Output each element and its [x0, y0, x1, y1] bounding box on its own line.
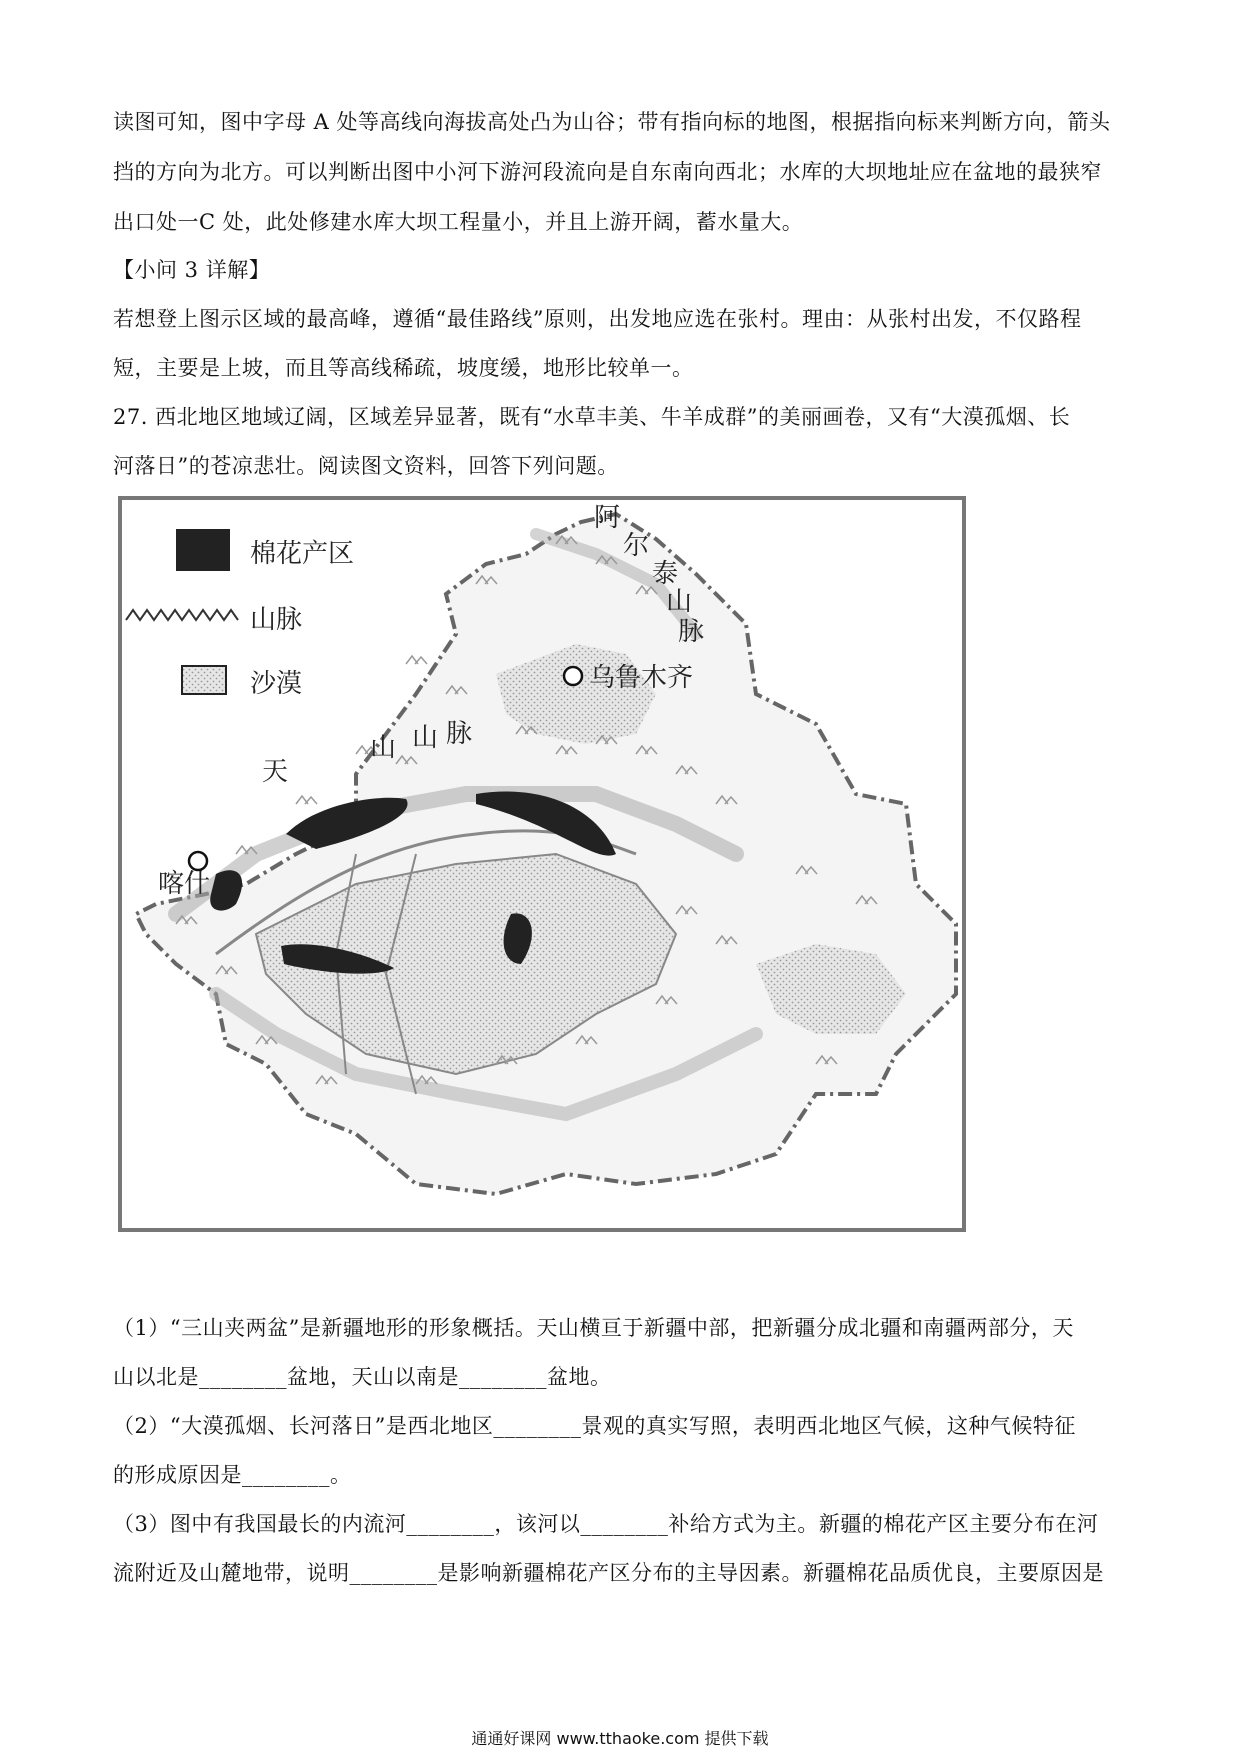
question-2-line-1: （2）“大漠孤烟、长河落日”是西北地区________景观的真实写照，表明西北地区气候，这种气候特征: [113, 1414, 1076, 1438]
altai-label-2: 尔: [623, 531, 650, 561]
question-27-intro-cont: 河落日”的苍凉悲壮。阅读图文资料，回答下列问题。: [113, 454, 619, 478]
text-line-6: 短，主要是上坡，而且等高线稀疏，坡度缓，地形比较单一。: [113, 356, 694, 380]
legend-cotton-label: 棉花产区: [250, 539, 355, 569]
tianshan-label-2: 山: [370, 733, 397, 763]
text-line-1: 读图可知，图中字母 A 处等高线向海拔高处凸为山谷；带有指向标的地图，根据指向标来判断方向，箭头: [113, 110, 1111, 134]
text-line-5: 若想登上图示区域的最高峰，遵循“最佳路线”原则，出发地应选在张村。理由：从张村出发，不仅路程: [113, 307, 1082, 331]
question-27-intro: 27. 西北地区地域辽阔，区域差异显著，既有“水草丰美、牛羊成群”的美丽画卷，又有“大漠孤烟、长: [113, 405, 1071, 429]
footer-source: 通通好课网 www.tthaoke.com 提供下载: [471, 1729, 769, 1748]
question-2-line-2: 的形成原因是________。: [113, 1463, 352, 1487]
altai-label-3: 泰: [652, 559, 679, 589]
question-3-line-2: 流附近及山麓地带，说明________是影响新疆棉花产区分布的主导因素。新疆棉花品质优良，主要原因是: [113, 1561, 1104, 1585]
altai-label-4: 山: [666, 587, 693, 617]
tianshan-label-4: 脉: [446, 719, 473, 749]
kashgar-label: 喀什: [158, 869, 211, 899]
tianshan-label-3: 山: [412, 723, 439, 753]
urumqi-marker: [564, 667, 582, 685]
desert-swatch: [182, 666, 226, 694]
text-line-3: 出口处一C 处，此处修建水库大坝工程量小，并且上游开阔，蓄水量大。: [113, 210, 804, 234]
kashgar-marker: [189, 852, 207, 870]
altai-label-1: 阿: [594, 503, 621, 533]
question-1-line-1: （1）“三山夹两盆”是新疆地形的形象概括。天山横亘于新疆中部，把新疆分成北疆和南疆两部分，天: [113, 1316, 1074, 1340]
tianshan-label-1: 天: [262, 757, 289, 787]
urumqi-label: 乌鲁木齐: [589, 663, 694, 693]
altai-label-5: 脉: [678, 617, 705, 647]
legend-desert-label: 沙漠: [250, 669, 303, 699]
text-line-2: 挡的方向为北方。可以判断出图中小河下游河段流向是自东南向西北；水库的大坝地址应在盆地的最狭窄: [113, 160, 1102, 184]
cotton-swatch: [176, 529, 230, 571]
xinjiang-map: [116, 494, 968, 1234]
section-heading: 【小问 3 详解】: [113, 258, 271, 282]
question-3-line-1: （3）图中有我国最长的内流河________，该河以________补给方式为主。新疆的棉花产区主要分布在河: [113, 1512, 1099, 1536]
question-1-line-2: 山以北是________盆地，天山以南是________盆地。: [113, 1365, 612, 1389]
legend-mountain-label: 山脉: [250, 605, 303, 635]
